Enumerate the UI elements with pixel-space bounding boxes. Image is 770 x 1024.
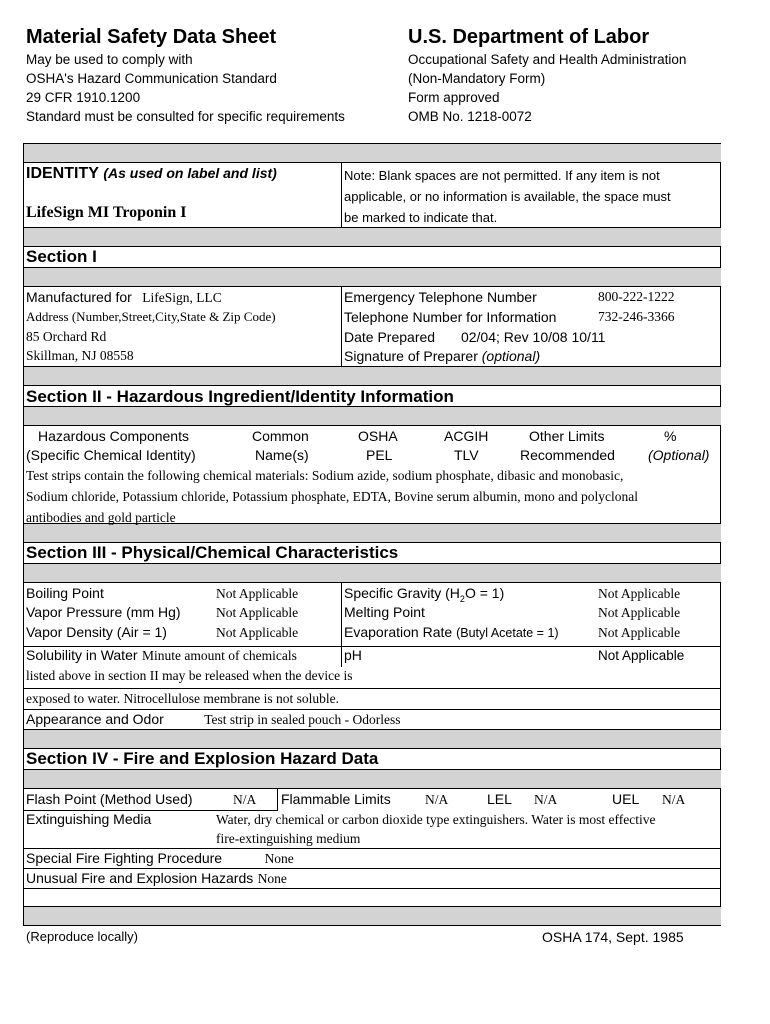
vapor-density-value: Not Applicable	[216, 625, 299, 640]
header-right-line: OMB No. 1218-0072	[408, 109, 532, 124]
lel-value: N/A	[534, 792, 558, 807]
gray-band	[24, 729, 721, 749]
vapor-pressure-label: Vapor Pressure (mm Hg)	[26, 604, 181, 620]
gray-band	[24, 143, 721, 163]
col-header: ACGIH	[444, 428, 489, 444]
col-header: PEL	[366, 447, 393, 463]
gravity-value: Not Applicable	[598, 586, 681, 601]
identity-heading	[26, 165, 277, 183]
row-line	[24, 709, 721, 710]
divider	[341, 163, 342, 227]
identity-label-note: (As used on label and list)	[103, 165, 277, 181]
date-row	[344, 329, 605, 345]
vapor-pressure-value: Not Applicable	[216, 605, 299, 620]
ingredients-line: Test strips contain the following chemical materials: Sodium azide, sodium phosphate, dibasic and monobasic,	[26, 468, 624, 483]
date-label: Date Prepared	[344, 329, 436, 345]
footer-form-number: OSHA 174, Sept. 1985	[542, 929, 684, 945]
extinguishing-label: Extinguishing Media	[26, 811, 152, 827]
gray-band	[24, 227, 721, 247]
col-header: Name(s)	[255, 447, 309, 463]
appearance-row	[26, 711, 400, 729]
emergency-value: 800-222-1222	[598, 289, 675, 304]
col-header: %	[664, 428, 677, 444]
solubility-row	[26, 647, 297, 665]
gray-band	[24, 769, 721, 789]
flash-label: Flash Point (Method Used)	[26, 791, 193, 807]
col-header: Hazardous Components	[38, 428, 189, 444]
header-right-block	[408, 50, 686, 126]
row-line	[24, 688, 721, 689]
address-label: Address (Number,Street,City,State & Zip Code)	[26, 309, 276, 324]
header-left-block	[26, 50, 345, 126]
solubility-value: Minute amount of chemicals	[141, 648, 297, 663]
ingredients-line: Sodium chloride, Potassium chloride, Potassium phosphate, EDTA, Bovine serum albumin, mono and polyclonal	[26, 489, 638, 504]
gravity-subscript: 2	[459, 593, 465, 604]
department-title: U.S. Department of Labor	[408, 26, 650, 48]
flash-value: N/A	[233, 792, 257, 807]
melting-value: Not Applicable	[598, 605, 681, 620]
identity-note-line: Note: Blank spaces are not permitted. If any item is not	[344, 168, 660, 183]
ingredients-line: antibodies and gold particle	[26, 510, 176, 525]
identity-note-line: applicable, or no information is available, the space must	[344, 189, 671, 204]
address-line2: Skillman, NJ 08558	[26, 348, 134, 363]
boiling-value: Not Applicable	[216, 586, 299, 601]
col-header: TLV	[454, 447, 479, 463]
solubility-line2: listed above in section II may be released when the device is	[26, 668, 353, 683]
unusual-value: None	[257, 871, 287, 886]
gray-band	[24, 366, 721, 386]
col-header: Other Limits	[529, 428, 605, 444]
section-3-title: Section III - Physical/Chemical Characteristics	[26, 543, 399, 562]
ingredients-text	[26, 465, 638, 528]
flammable-label: Flammable Limits	[281, 791, 391, 807]
section-4-title: Section IV - Fire and Explosion Hazard Data	[26, 749, 379, 768]
evap-label: Evaporation Rate	[344, 624, 453, 640]
address-line1: 85 Orchard Rd	[26, 329, 107, 344]
product-name: LifeSign MI Troponin I	[26, 204, 187, 221]
gray-band	[24, 267, 721, 287]
gravity-label	[344, 585, 504, 604]
gray-band	[24, 906, 721, 926]
appearance-value: Test strip in sealed pouch - Odorless	[204, 712, 401, 727]
date-value: 02/04; Rev 10/08 10/11	[460, 329, 606, 345]
special-label: Special Fire Fighting Procedure	[26, 850, 223, 866]
col-header: (Optional)	[648, 447, 710, 463]
ph-value: Not Applicable	[598, 648, 685, 663]
signature-note: (optional)	[481, 348, 541, 364]
identity-label: IDENTITY	[26, 165, 99, 182]
header-right-line: Form approved	[408, 90, 500, 105]
info-phone-label: Telephone Number for Information	[344, 309, 557, 325]
unusual-row	[26, 870, 287, 888]
col-header: (Specific Chemical Identity)	[26, 447, 196, 463]
gray-band	[24, 563, 721, 583]
header-right-line: Occupational Safety and Health Administration	[408, 52, 687, 67]
row-line	[24, 888, 721, 889]
header-left-line: 29 CFR 1910.1200	[26, 90, 141, 105]
divider	[341, 287, 342, 366]
extinguishing-line2: fire-extinguishing medium	[216, 831, 361, 846]
manufactured-row	[26, 289, 222, 307]
special-value: None	[264, 851, 294, 866]
appearance-label: Appearance and Odor	[26, 711, 164, 727]
melting-label: Melting Point	[344, 604, 425, 620]
uel-label: UEL	[612, 791, 640, 807]
evap-value: Not Applicable	[598, 625, 681, 640]
row-line	[24, 868, 721, 869]
special-row	[26, 850, 294, 868]
unusual-label: Unusual Fire and Explosion Hazards	[26, 870, 254, 886]
header-left-line: May be used to comply with	[26, 52, 193, 67]
col-header: OSHA	[358, 428, 398, 444]
header-left-line: OSHA's Hazard Communication Standard	[26, 71, 277, 86]
section-2-title: Section II - Hazardous Ingredient/Identity Information	[26, 387, 454, 406]
header-right-line: (Non-Mandatory Form)	[408, 71, 546, 86]
extinguishing-line1: Water, dry chemical or carbon dioxide type extinguishers. Water is most effective	[216, 812, 656, 827]
info-phone-value: 732-246-3366	[598, 309, 675, 324]
col-header: Common	[252, 428, 309, 444]
form-title: Material Safety Data Sheet	[26, 26, 277, 48]
identity-note-line: be marked to indicate that.	[344, 210, 498, 225]
signature-row	[344, 348, 540, 364]
flammable-value: N/A	[425, 792, 449, 807]
manufactured-label: Manufactured for	[26, 289, 132, 305]
uel-value: N/A	[662, 792, 686, 807]
divider	[341, 583, 342, 667]
solubility-line3: exposed to water. Nitrocellulose membrane is not soluble.	[26, 691, 340, 706]
evap-note: (Butyl Acetate = 1)	[456, 626, 559, 640]
manufactured-value: LifeSign, LLC	[142, 290, 222, 305]
ph-label: pH	[344, 647, 362, 663]
section-1-title: Section I	[26, 247, 97, 266]
divider	[277, 789, 278, 810]
header-left-line: Standard must be consulted for specific requirements	[26, 109, 345, 124]
gray-band	[24, 406, 721, 426]
emergency-label: Emergency Telephone Number	[344, 289, 537, 305]
gravity-label-text: Specific Gravity (H	[344, 585, 460, 601]
gravity-label-rest: O = 1)	[464, 585, 505, 601]
lel-label: LEL	[487, 791, 512, 807]
boiling-label: Boiling Point	[26, 585, 104, 601]
solubility-label: Solubility in Water	[26, 647, 138, 663]
evap-row	[344, 624, 559, 640]
col-header: Recommended	[520, 447, 615, 463]
signature-label: Signature of Preparer	[344, 348, 478, 364]
vapor-density-label: Vapor Density (Air = 1)	[26, 624, 167, 640]
identity-note	[344, 165, 671, 228]
footer-left: (Reproduce locally)	[26, 929, 138, 944]
row-line	[24, 848, 721, 849]
